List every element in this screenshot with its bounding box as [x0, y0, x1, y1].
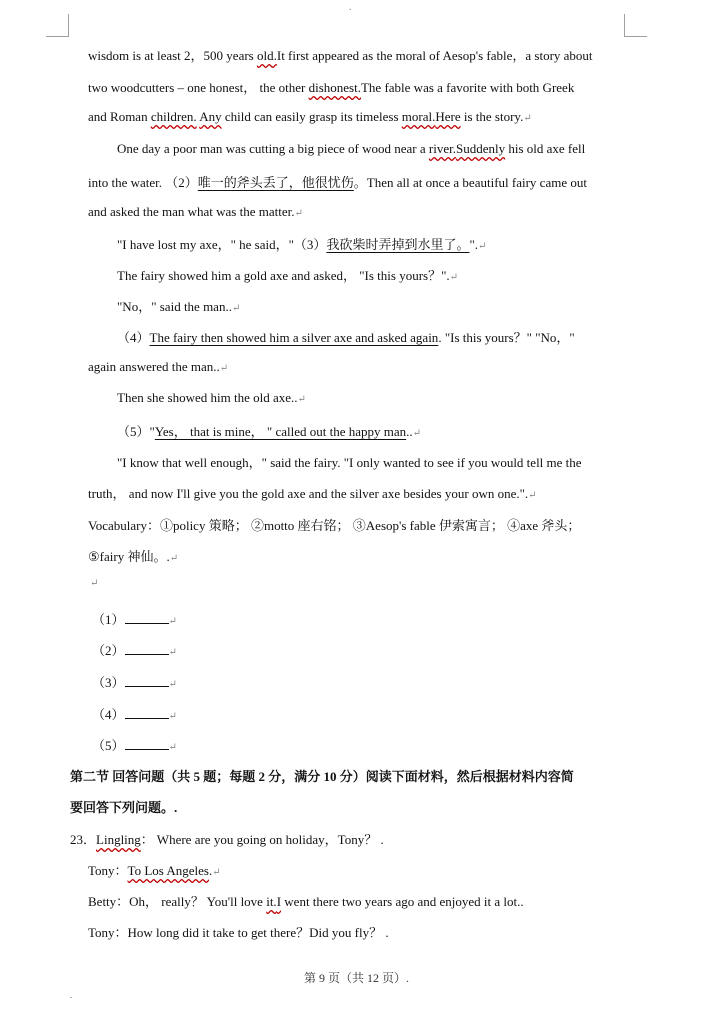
answer-line-2 — [92, 640, 177, 659]
speaker-name: Tony： — [88, 863, 128, 878]
text-line-13 — [117, 421, 421, 440]
text-segment: went there two years ago and enjoyed it a lot.. — [281, 894, 524, 909]
answer-number: （4） — [92, 707, 125, 722]
spellcheck-word: I — [276, 894, 282, 909]
spellcheck-word: Here — [435, 109, 461, 124]
text-segment: （4） — [117, 330, 150, 345]
vocabulary-line-1 — [88, 515, 580, 534]
text-line-9 — [117, 296, 240, 315]
text-segment: "I know that well enough，" said the fairy. "I only wanted to see if you would tell me the — [117, 455, 582, 470]
text-segment: "No，" said the man.. — [117, 299, 232, 314]
paragraph-mark: ↵ — [212, 867, 221, 878]
text-line-7 — [117, 234, 486, 253]
text-segment: into the water. （2） — [88, 175, 198, 190]
spellcheck-word: dishonest. — [308, 80, 361, 95]
answer-blank[interactable] — [125, 707, 169, 719]
answer-blank[interactable] — [125, 643, 169, 655]
paragraph-mark: ↵ — [231, 303, 241, 314]
text-segment: Betty：Oh， really？ You'll love — [88, 894, 267, 909]
spellcheck-word: Lingling — [96, 832, 141, 847]
dialogue-line-tony-1 — [88, 860, 221, 879]
paragraph-mark: ↵ — [169, 553, 179, 564]
text-segment: wisdom is at least 2，500 years — [88, 48, 257, 63]
question-23-line — [70, 829, 384, 848]
top-mark: . — [349, 2, 352, 12]
text-segment: Tony：How long did it take to get there？Did you fly？ . — [88, 925, 389, 940]
spellcheck-word: river. — [428, 141, 456, 156]
text-line-4 — [117, 141, 585, 157]
text-line-10 — [117, 327, 575, 346]
text-segment: two woodcutters – one honest， the other — [88, 80, 309, 95]
text-segment: （5）" — [117, 424, 155, 439]
underlined-sentence: The fairy then showed him a silver axe and asked again — [149, 330, 439, 345]
paragraph-mark: ↵ — [528, 490, 537, 501]
underlined-translation: 唯一的斧头丢了，他很忧伤 — [197, 175, 354, 190]
paragraph-mark: ↵ — [412, 428, 422, 439]
paragraph-mark: ↵ — [219, 363, 229, 374]
text-segment: The fairy showed him a gold axe and asked， "Is this yours？". — [117, 268, 450, 283]
paragraph-mark: ↵ — [168, 647, 177, 658]
text-segment: is the story. — [460, 109, 524, 124]
text-segment: 。Then all at once a beautiful fairy came out — [353, 175, 587, 190]
text-segment: and asked the man what was the matter. — [88, 204, 295, 219]
text-segment: and Roman — [88, 109, 151, 124]
answer-line-5 — [92, 735, 177, 754]
text-line-14 — [117, 452, 582, 471]
paragraph-mark: ↵ — [168, 679, 177, 690]
text-segment: One day a poor man was cutting a big piece of wood near a — [117, 141, 429, 156]
spellcheck-word: Suddenly — [455, 141, 506, 156]
answer-number: （3） — [92, 675, 125, 690]
answer-line-3 — [92, 672, 177, 691]
answer-line-4 — [92, 704, 177, 723]
vocabulary-line-2 — [88, 546, 178, 565]
paragraph-mark: ↵ — [523, 113, 532, 124]
crop-mark-top-right — [624, 14, 647, 37]
paragraph-mark: ↵ — [297, 394, 306, 405]
underlined-translation: 我砍柴时弄掉到水里了。 — [326, 237, 470, 252]
paragraph-mark: ↵ — [294, 208, 303, 219]
underlined-sentence: Yes， that is mine， " called out the happy man — [154, 424, 407, 439]
answer-blank[interactable] — [125, 675, 169, 687]
dialogue-line-betty — [88, 891, 524, 910]
paragraph-mark: ↵ — [168, 616, 177, 627]
text-line-5 — [88, 172, 587, 191]
bottom-mark: . — [70, 990, 73, 1000]
text-segment: Then she showed him the old axe.. — [117, 390, 298, 405]
text-segment: . — [208, 863, 213, 878]
answer-number: （1） — [92, 612, 125, 627]
spellcheck-word: To Los Angeles — [127, 863, 209, 878]
page-footer: 第 9 页（共 12 页）. — [303, 971, 409, 985]
dialogue-line-tony-2 — [88, 922, 389, 941]
spellcheck-word: old. — [256, 48, 277, 63]
answer-number: （2） — [92, 643, 125, 658]
text-segment: "I have lost my axe，" he said，"（3） — [117, 237, 327, 252]
answer-number: （5） — [92, 738, 125, 753]
text-segment: ". — [469, 237, 479, 252]
section-heading-line-2: 要回答下列问题。. — [70, 800, 178, 815]
spellcheck-word: it. — [266, 894, 277, 909]
text-segment: Vocabulary：①policy 策略； ②motto 座右铭； ③Aesop's fable 伊索寓言； ④axe 斧头； — [88, 518, 581, 533]
text-line-15 — [88, 483, 537, 502]
paragraph-mark: ↵ — [478, 241, 487, 252]
text-segment: . "Is this yours？" "No，" — [438, 330, 575, 345]
text-segment: again answered the man.. — [88, 359, 220, 374]
text-line-11 — [88, 359, 228, 375]
question-number: 23． — [70, 832, 97, 847]
text-line-1 — [88, 45, 593, 64]
text-line-8 — [117, 265, 458, 284]
text-segment: ⑤fairy 神仙。. — [88, 549, 170, 564]
answer-line-1 — [92, 609, 177, 628]
answer-blank[interactable] — [125, 612, 169, 624]
paragraph-mark: ↵ — [168, 711, 177, 722]
answer-blank[interactable] — [125, 738, 169, 750]
text-line-12 — [117, 390, 306, 406]
spellcheck-word: children. — [150, 109, 197, 124]
spellcheck-word: Any — [199, 109, 222, 124]
text-segment: truth， and now I'll give you the gold axe and the silver axe besides your own one.". — [88, 486, 529, 501]
paragraph-mark: ↵ — [168, 742, 177, 753]
paragraph-mark: ↵ — [449, 272, 459, 283]
text-segment: child can easily grasp its timeless — [221, 109, 402, 124]
text-line-6 — [88, 204, 303, 220]
spellcheck-word: moral. — [401, 109, 436, 124]
section-heading-line-1: 第二节 回答问题（共 5 题；每题 2 分，满分 10 分）阅读下面材料，然后根据材料内容简 — [70, 769, 574, 784]
text-segment: It first appeared as the moral of Aesop's fable，a story about — [276, 48, 593, 63]
crop-mark-top-left — [46, 14, 69, 37]
text-line-2 — [88, 77, 574, 96]
text-segment: The fable was a favorite with both Greek — [360, 80, 575, 95]
text-segment: .. — [406, 424, 413, 439]
text-line-3 — [88, 109, 532, 125]
text-segment: ： Where are you going on holiday，Tony？ . — [140, 832, 384, 847]
paragraph-mark: ↵ — [90, 578, 99, 589]
text-segment: his old axe fell — [505, 141, 586, 156]
